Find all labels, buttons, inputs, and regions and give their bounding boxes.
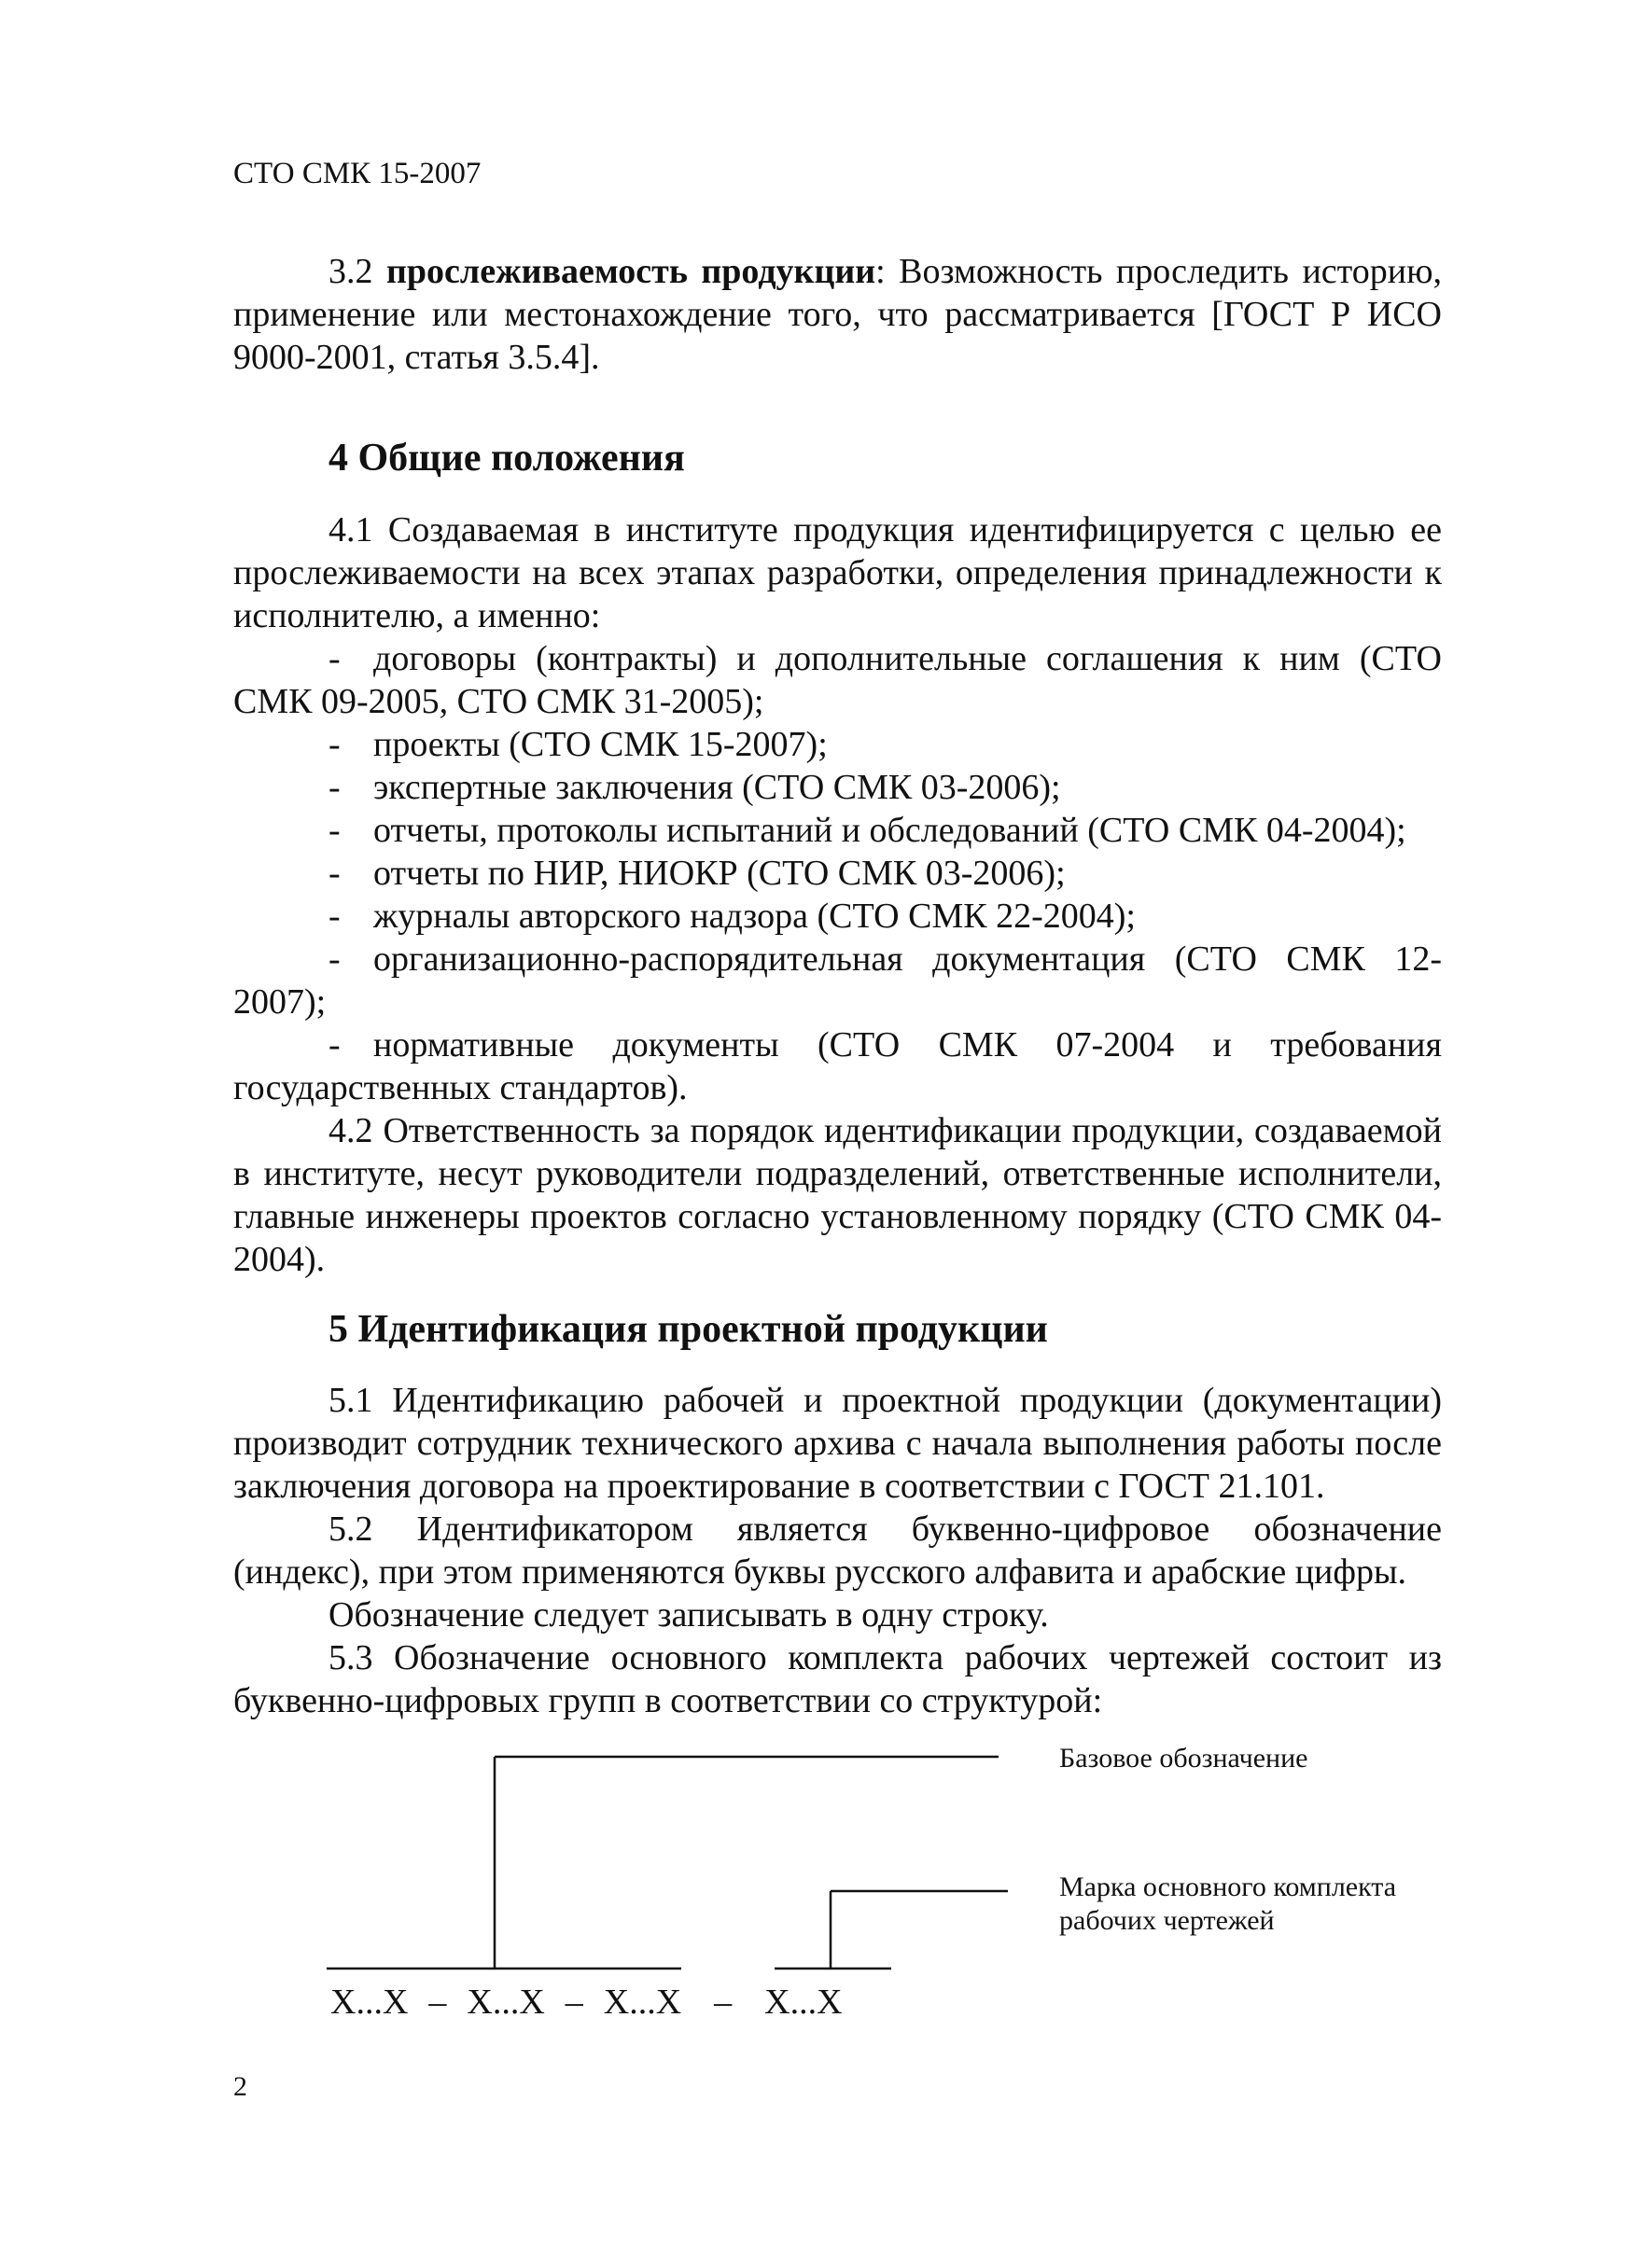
list-item (233, 809, 1442, 852)
clause-term: прослеживаемость продукции (385, 252, 876, 291)
base-designation-label: Базовое обозначение (1059, 1743, 1308, 1774)
list-item-text: отчеты, протоколы испытаний и обследований (СТО СМК 04-2004); (373, 811, 1406, 850)
paragraph-5-2-note: Обозначение следует записывать в одну строку. (328, 1595, 1049, 1635)
list-item (233, 1023, 1442, 1109)
list-item-text: отчеты по НИР, НИОКР (СТО СМК 03-2006); (373, 854, 1066, 893)
list-item-text: проекты (СТО СМК 15-2007); (373, 725, 828, 764)
list-item (233, 938, 1442, 1023)
list-item (233, 766, 1442, 809)
dash-marker: - (328, 811, 341, 850)
page-number: 2 (233, 2071, 247, 2102)
dash-marker: - (328, 1025, 341, 1064)
clause-number: 3.2 (328, 252, 373, 291)
section-5-body (233, 1379, 1442, 1722)
list-item (233, 723, 1442, 766)
list-item-text: журналы авторского надзора (СТО СМК 22-2004); (373, 897, 1136, 936)
clause-definition: : Возможность проследить историю, применение или местонахождение того, что рассматривается [ГОСТ Р ИСО 9000-2001, статья 3.5.4]. (233, 252, 1442, 377)
list-item (233, 637, 1442, 723)
section-5-heading: 5 Идентификация проектной продукции (328, 1308, 1048, 1351)
dash-marker: - (328, 639, 341, 678)
designation-group: X...X (603, 1983, 682, 2022)
dash-marker: - (328, 725, 341, 764)
list-item (233, 895, 1442, 938)
group-separator: – (428, 1983, 447, 2022)
paragraph-5-3: 5.3 Обозначение основного комплекта рабочих чертежей состоит из буквенно-цифровых групп в соответствии со структурой: (233, 1638, 1442, 1720)
section-4-heading: 4 Общие положения (328, 437, 685, 480)
section-4-body (233, 508, 1442, 1281)
dash-marker: - (328, 939, 341, 979)
paragraph-4-1: 4.1 Создаваемая в институте продукция идентифицируется с целью ее прослеживаемости на всех этапах разработки, определения принадлежности к исполнителю, а именно: (233, 510, 1442, 635)
main-set-mark-label: Марка основного комплекта рабочих чертежей (1059, 1871, 1397, 1936)
paragraph-5-2: 5.2 Идентификатором является буквенно-цифровое обозначение (индекс), при этом применяются буквы русского алфавита и арабские цифры. (233, 1510, 1442, 1592)
dash-marker: - (328, 897, 341, 936)
list-item-text: договоры (контракты) и дополнительные соглашения к ним (СТО СМК 09-2005, СТО СМК 31-2005); (233, 639, 1442, 721)
paragraph-4-2: 4.2 Ответственность за порядок идентификации продукции, создаваемой в институте, несут руководители подразделений, ответственные исполнители, главные инженеры проектов согласно установленному порядку (СТО СМК 04-2004). (233, 1111, 1442, 1279)
designation-group: X...X (330, 1983, 409, 2022)
designation-structure-diagram (317, 1731, 1465, 2048)
list-item-text: организационно-распорядительная документация (СТО СМК 12-2007); (233, 939, 1442, 1022)
dash-marker: - (328, 854, 341, 893)
designation-format (330, 1981, 843, 2024)
list-item-text: экспертные заключения (СТО СМК 03-2006); (373, 768, 1061, 807)
group-separator: – (714, 1983, 733, 2022)
list-item-text: нормативные документы (СТО СМК 07-2004 и требования государственных стандартов). (233, 1025, 1442, 1107)
paragraph-5-1: 5.1 Идентификацию рабочей и проектной продукции (документации) производит сотрудник технического архива с начала выполнения работы после заключения договора на проектирование в соответствии с ГОСТ 21.101. (233, 1381, 1442, 1506)
designation-group: X...X (764, 1983, 843, 2022)
document-code-header: СТО СМК 15-2007 (233, 157, 482, 190)
group-separator: – (565, 1983, 583, 2022)
clause-3-2-paragraph (233, 250, 1442, 379)
designation-group: X...X (467, 1983, 545, 2022)
dash-marker: - (328, 768, 341, 807)
clause-3-2 (233, 250, 1442, 379)
list-item (233, 852, 1442, 895)
